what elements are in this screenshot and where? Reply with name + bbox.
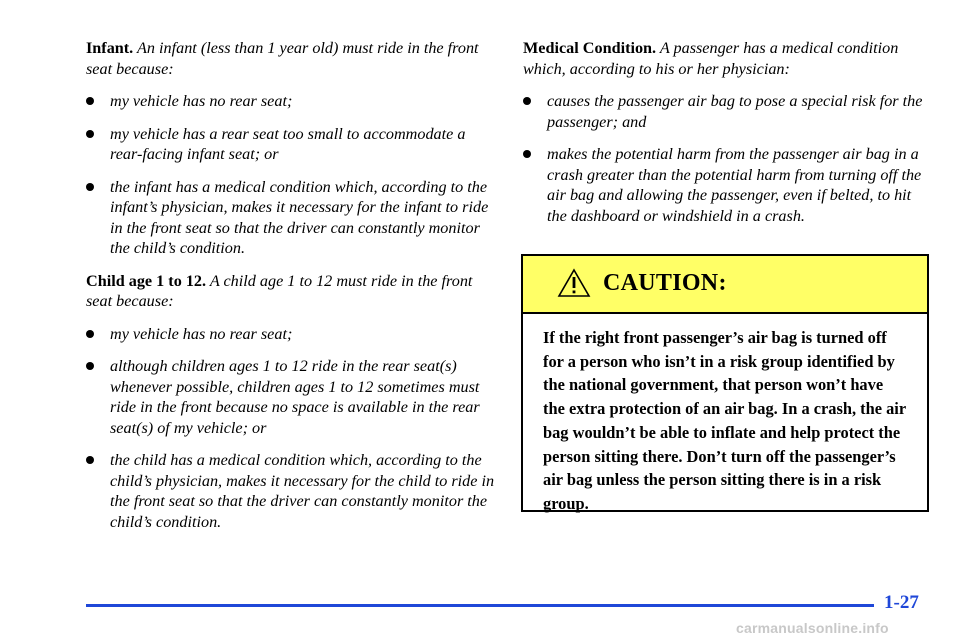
- right-column: [523, 38, 929, 238]
- bullet-dot-icon: [86, 362, 94, 370]
- child-text: A child age 1 to 12 must ride in the front seat because:: [86, 271, 473, 310]
- list-item: [86, 124, 496, 165]
- bullet-text: the child has a medical condition which, according to the child’s physician, makes it necessary for the child to ride in the front seat so that the driver can constantly monitor the child’s condition.: [110, 451, 495, 531]
- warning-triangle-icon: [557, 268, 591, 298]
- left-column: [86, 38, 496, 544]
- bullet-text: my vehicle has no rear seat;: [110, 324, 293, 343]
- caution-title: CAUTION:: [603, 270, 727, 296]
- list-item: [523, 91, 929, 132]
- infant-lead: Infant.: [86, 39, 134, 57]
- list-item: [86, 177, 496, 259]
- child-paragraph: [86, 271, 496, 312]
- list-item: [86, 91, 496, 112]
- page-number: 1-27: [884, 592, 919, 613]
- bullet-text: although children ages 1 to 12 ride in the rear seat(s) whenever possible, children ages 1 to 12 sometimes must ride in the front because no space is available in the rear seat(s) of my vehicle; or: [110, 357, 480, 437]
- bullet-text: makes the potential harm from the passenger air bag in a crash greater than the potential harm from turning off the air bag and allowing the passenger, even if belted, to hit the dashboard or windshield in a crash.: [547, 145, 922, 225]
- caution-header: [523, 256, 927, 314]
- bullet-text: causes the passenger air bag to pose a special risk for the passenger; and: [547, 92, 923, 131]
- bullet-text: my vehicle has a rear seat too small to accommodate a rear-facing infant seat; or: [110, 124, 466, 163]
- medical-text: A passenger has a medical condition which, according to his or her physician:: [523, 39, 899, 78]
- watermark: carmanualsonline.info: [736, 620, 889, 636]
- bullet-dot-icon: [86, 330, 94, 338]
- medical-paragraph: [523, 38, 929, 79]
- bullet-text: the infant has a medical condition which, according to the infant’s physician, makes it necessary for the infant to ride in the front seat so that the driver can constantly monitor the child’s condition.: [110, 177, 489, 257]
- bullet-dot-icon: [86, 130, 94, 138]
- infant-paragraph: [86, 38, 496, 79]
- bullet-dot-icon: [86, 456, 94, 464]
- caution-text: If the right front passenger’s air bag is turned off for a person who isn’t in a risk group identified by the national government, that person won’t have the extra protection of an air bag. In a crash, the air bag wouldn’t be able to inflate and help protect the person sitting there. Don’t turn off the passenger’s air bag unless the person sitting there is in a risk group.: [543, 328, 906, 513]
- caution-box: [521, 254, 929, 512]
- bullet-text: my vehicle has no rear seat;: [110, 92, 293, 110]
- medical-lead: Medical Condition.: [523, 39, 657, 57]
- bullet-dot-icon: [86, 183, 94, 191]
- infant-text: An infant (less than 1 year old) must ride in the front seat because:: [86, 39, 479, 78]
- child-lead: Child age 1 to 12.: [86, 271, 207, 290]
- bullet-dot-icon: [86, 97, 94, 105]
- footer-divider: [86, 604, 874, 607]
- list-item: [523, 144, 929, 226]
- infant-bullet-list: [86, 91, 496, 259]
- bullet-dot-icon: [523, 97, 531, 105]
- bullet-dot-icon: [523, 150, 531, 158]
- list-item: [86, 450, 496, 532]
- list-item: [86, 324, 496, 345]
- child-bullet-list: [86, 324, 496, 533]
- list-item: [86, 356, 496, 438]
- medical-bullet-list: [523, 91, 929, 226]
